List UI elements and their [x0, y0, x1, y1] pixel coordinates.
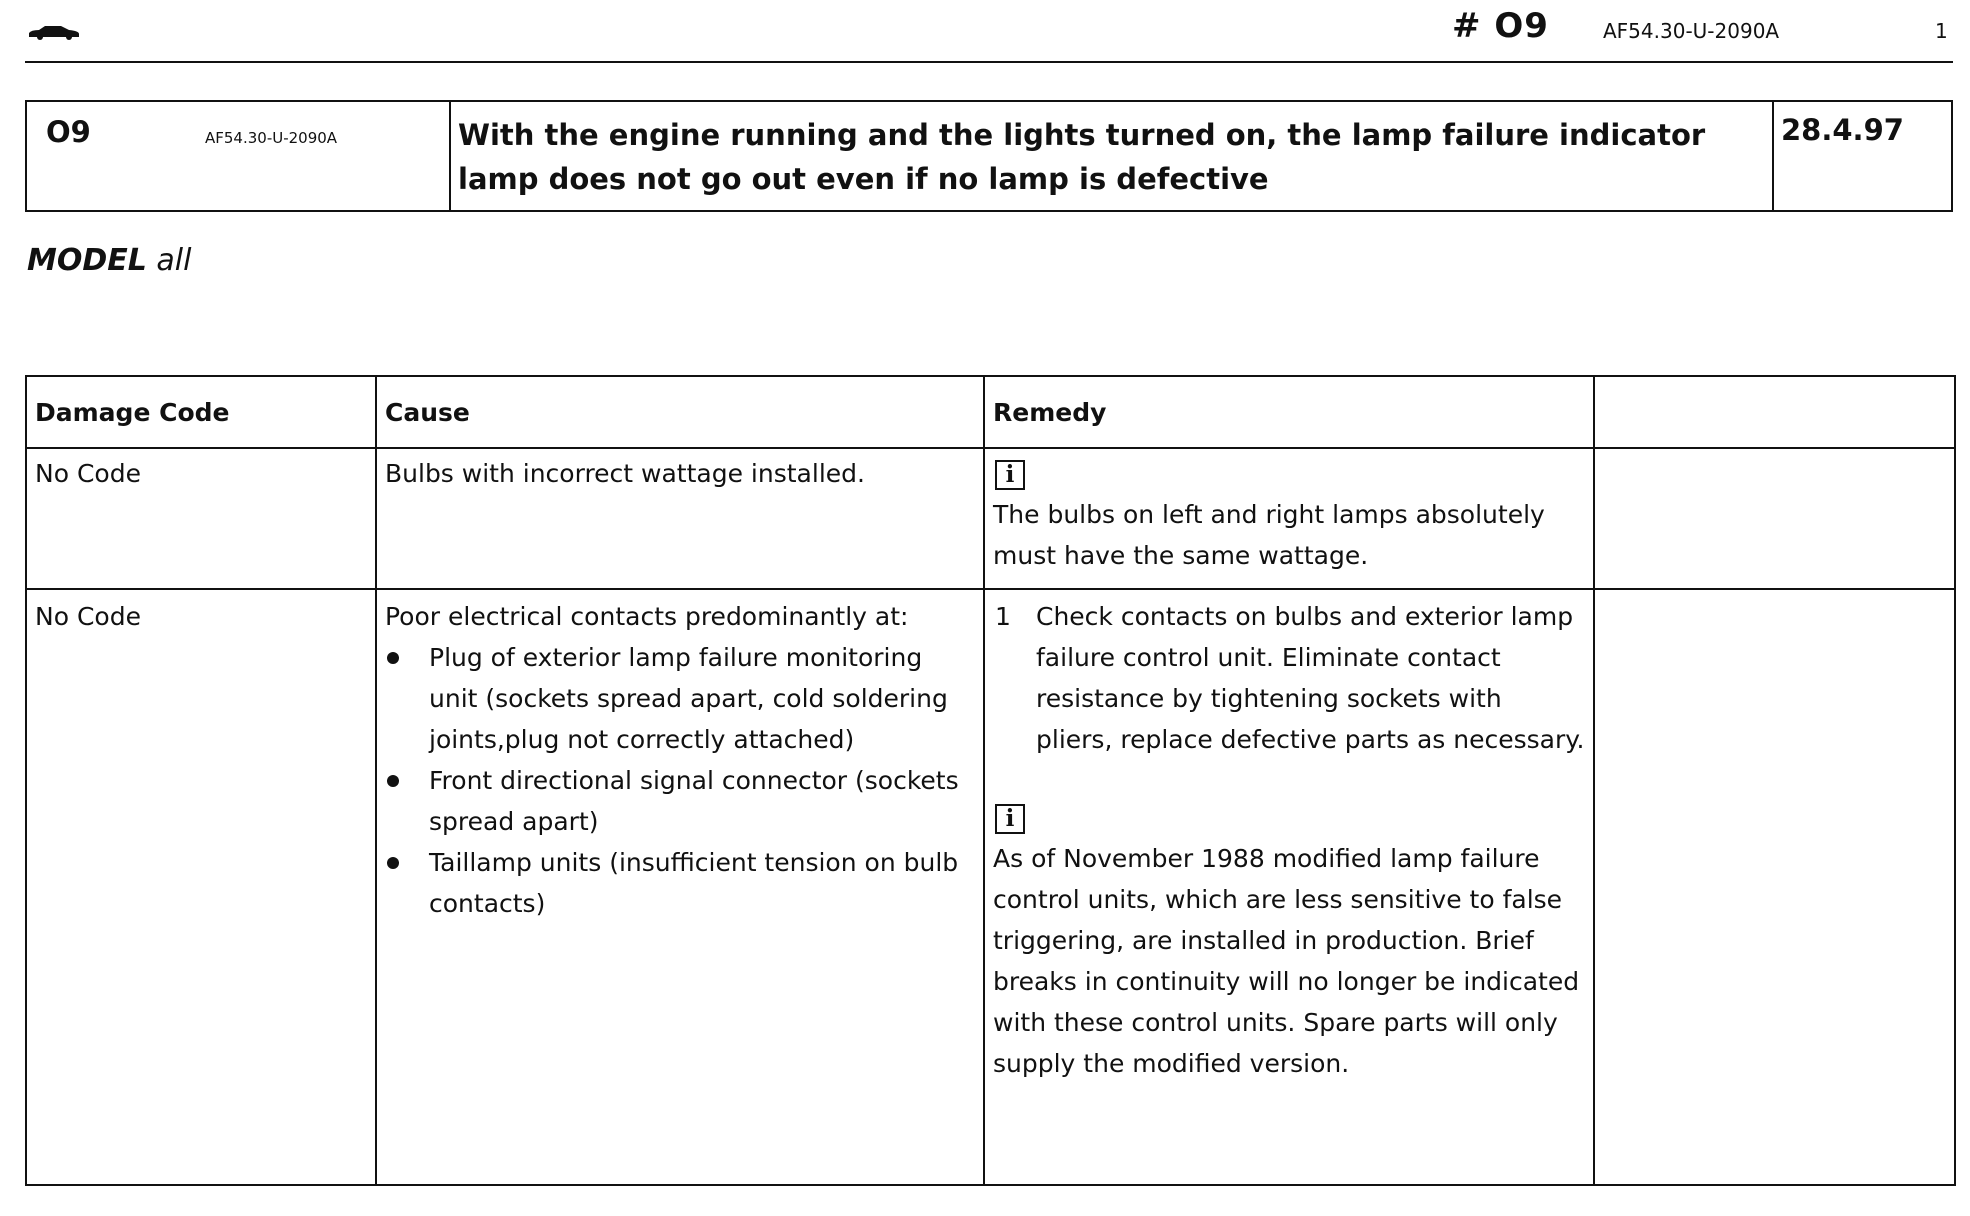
title-code-cell	[25, 100, 451, 212]
cause-text: Bulbs with incorrect wattage installed.	[385, 459, 865, 488]
fault-code: O9	[46, 115, 91, 149]
list-item: Plug of exterior lamp failure monitoring unit (sockets spread apart, cold soldering joints,plug not correctly attached)	[385, 637, 975, 760]
table-row	[26, 448, 1955, 589]
table-row	[26, 589, 1955, 1185]
list-item: Taillamp units (insufficient tension on bulb contacts)	[385, 842, 975, 924]
step-text: Check contacts on bulbs and exterior lamp failure control unit. Eliminate contact resistance by tightening sockets with pliers, replace defective parts as necessary.	[1036, 602, 1585, 754]
section-number: # O9	[1452, 6, 1549, 46]
remedy-cell	[984, 589, 1594, 1185]
remedy-step	[993, 596, 1585, 760]
damage-code-cell	[26, 589, 376, 1185]
header-remedy: Remedy	[984, 376, 1594, 448]
damage-code: No Code	[35, 602, 141, 631]
damage-code-cell	[26, 448, 376, 589]
cause-cell	[376, 448, 984, 589]
empty-cell	[1594, 448, 1955, 589]
car-icon	[27, 24, 81, 40]
remedy-note: As of November 1988 modified lamp failure control units, which are less sensitive to false triggering, are installed in production. Brief breaks in continuity will no longer be indicated with these control units. Spare parts will only supply the modified version.	[993, 844, 1580, 1078]
fault-reference: AF54.30-U-2090A	[205, 129, 338, 147]
page-number: 1	[1935, 19, 1948, 43]
damage-code: No Code	[35, 459, 141, 488]
cause-intro: Poor electrical contacts predominantly at:	[385, 602, 909, 631]
model-value: all	[156, 243, 192, 278]
table-header-row	[26, 376, 1955, 448]
cause-list	[385, 637, 975, 924]
fault-title: With the engine running and the lights turned on, the lamp failure indicator lamp does not go out even if no lamp is defective	[458, 118, 1706, 196]
model-label: MODEL	[27, 243, 147, 278]
title-date-cell	[1772, 100, 1953, 212]
remedy-note: The bulbs on left and right lamps absolutely must have the same wattage.	[993, 500, 1545, 570]
remedy-cell	[984, 448, 1594, 589]
empty-cell	[1594, 589, 1955, 1185]
fault-date: 28.4.97	[1781, 113, 1904, 147]
model-line	[27, 243, 191, 278]
info-icon: i	[995, 804, 1025, 834]
header-damage-code: Damage Code	[26, 376, 376, 448]
info-icon: i	[995, 460, 1025, 490]
diagnosis-table	[25, 375, 1956, 1186]
title-text-cell	[449, 100, 1774, 212]
list-item: Front directional signal connector (sockets spread apart)	[385, 760, 975, 842]
document-code: AF54.30-U-2090A	[1603, 19, 1780, 43]
header-cause: Cause	[376, 376, 984, 448]
header-empty	[1594, 376, 1955, 448]
cause-cell	[376, 589, 984, 1185]
step-number: 1	[995, 602, 1011, 631]
header-rule	[25, 61, 1953, 63]
